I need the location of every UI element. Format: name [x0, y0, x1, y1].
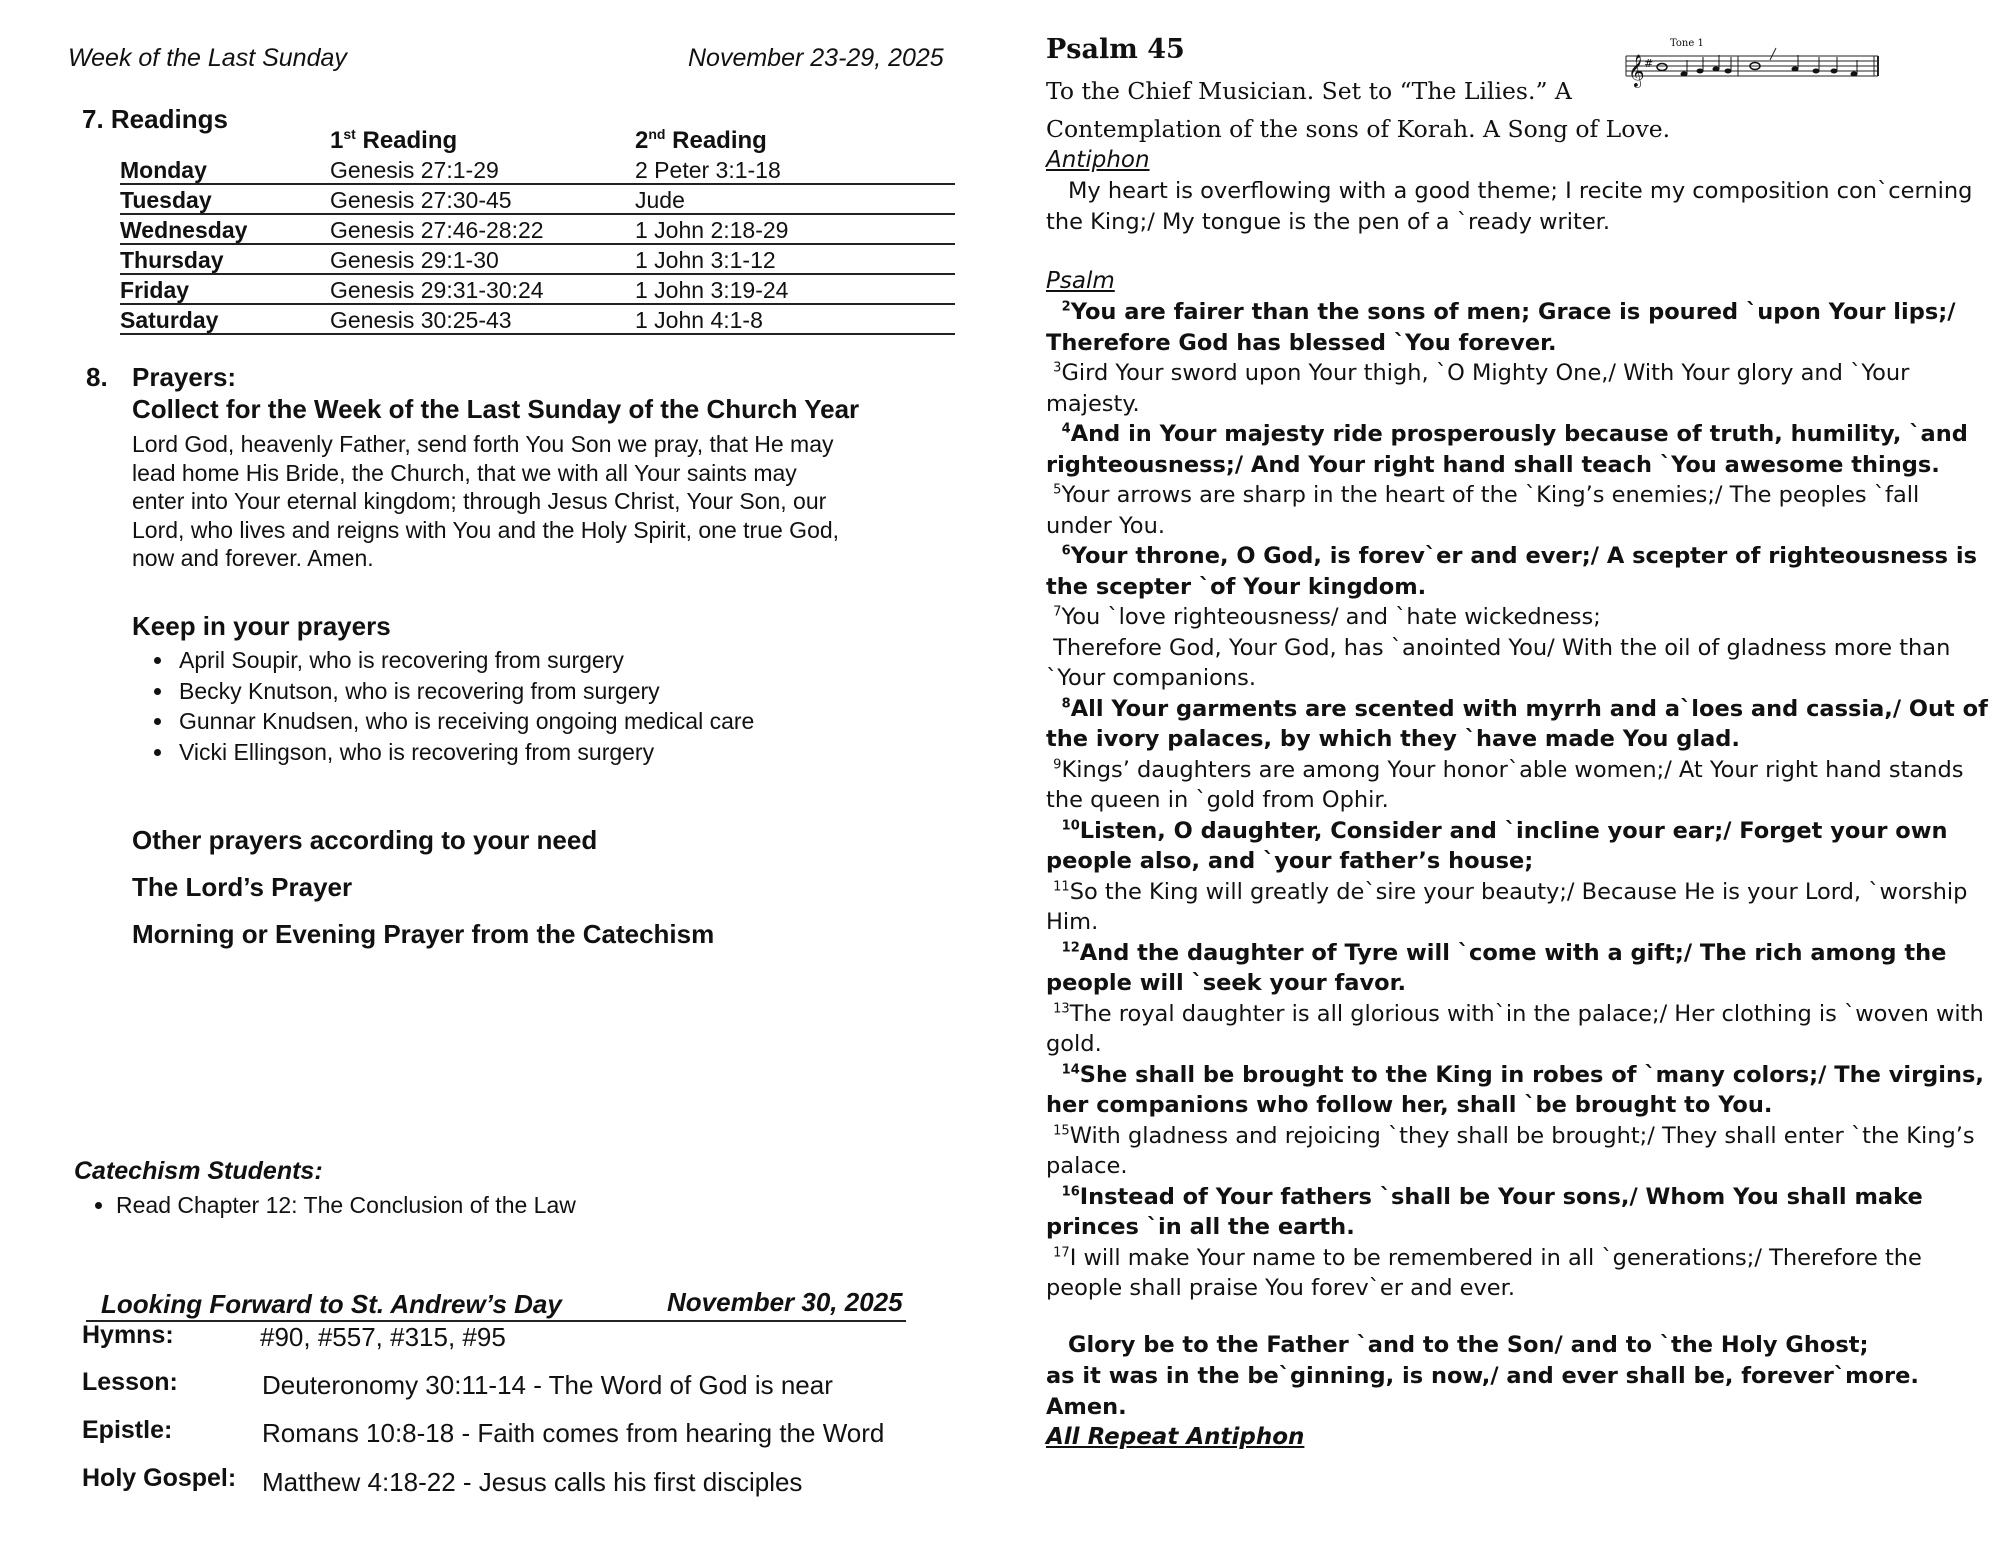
verse-text: Kings’ daughters are among Your honor`able women;/ At Your right hand stands the queen in `gold from Ophir. [1046, 756, 1964, 813]
verse-text: Your throne, O God, is forev`er and ever;/ A scepter of righteousness is the scepter `of Your kingdom. [1046, 543, 1978, 600]
antiphon-text: My heart is overflowing with a good theme; I recite my composition con`cerning the King;/ My tongue is the pen of a `ready writer. [1046, 178, 1973, 235]
psalm-verse [1046, 1243, 1991, 1304]
table-cell-first: Genesis 27:30-45 [330, 184, 635, 214]
psalm-verse [1046, 694, 1991, 755]
psalm-subtitle-line1: To the Chief Musician. Set to “The Lilies.” A [1046, 77, 1572, 105]
table-cell-second: 1 John 4:1-8 [635, 304, 955, 334]
verse-number: 8 [1061, 696, 1071, 711]
svg-text:#: # [1644, 57, 1654, 70]
psalm-verse [1046, 480, 1991, 541]
other-prayers: Other prayers according to your need [132, 825, 598, 855]
lesson-label: Lesson: [82, 1368, 178, 1396]
treble-clef-icon: 𝄞 [1628, 54, 1645, 87]
readings-title: 7. Readings [82, 104, 228, 134]
readings-header-row [120, 125, 955, 155]
lords-prayer: The Lord’s Prayer [132, 872, 353, 902]
verse-number: 14 [1061, 1062, 1080, 1077]
verse-number: 2 [1061, 299, 1071, 315]
holy-gospel-value: Matthew 4:18-22 - Jesus calls his first disciples [262, 1467, 803, 1497]
verse-text: Therefore God, Your God, has `anointed You/ With the oil of gladness more than `Your companions. [1046, 634, 1951, 691]
table-cell-second: Jude [635, 184, 955, 214]
gloria-patri [1046, 1330, 1991, 1423]
table-cell-day: Wednesday [120, 214, 330, 244]
readings-table [120, 125, 955, 335]
table-cell-day: Monday [120, 155, 330, 184]
verse-number: 17 [1053, 1245, 1070, 1260]
table-row [120, 274, 955, 304]
table-cell-first: Genesis 27:46-28:22 [330, 214, 635, 244]
hymns-label: Hymns: [82, 1321, 174, 1349]
verse-text: Your arrows are sharp in the heart of the `King’s enemies;/ The peoples `fall under You. [1046, 482, 1920, 539]
verse-text: So the King will greatly de`sire your beauty;/ Because He is your Lord, `worship Him. [1046, 878, 1968, 935]
tone-label: Tone 1 [1670, 38, 1704, 49]
gloria-line2: as it was in the be`ginning, is now,/ and ever shall be, forever`more. Amen. [1046, 1363, 1919, 1420]
psalm-verse [1046, 816, 1991, 877]
psalm-verse [1046, 419, 1991, 480]
table-row [120, 184, 955, 214]
verse-text: The royal daughter is all glorious with`in the palace;/ Her clothing is `woven with gold. [1046, 1000, 1984, 1057]
verse-number: 10 [1061, 818, 1080, 833]
verse-number: 16 [1061, 1184, 1080, 1199]
psalm-verse [1046, 999, 1991, 1060]
table-cell-second: 2 Peter 3:1-18 [635, 155, 955, 184]
verse-text: She shall be brought to the King in robes of `many colors;/ The virgins, her companions who follow her, shall `be brought to You. [1046, 1061, 1984, 1118]
prayer-list [145, 645, 754, 767]
psalm-verse [1046, 755, 1991, 816]
table-cell-day: Thursday [120, 244, 330, 274]
morning-evening-prayer: Morning or Evening Prayer from the Catechism [132, 919, 715, 949]
lesson-value: Deuteronomy 30:11-14 - The Word of God is near [262, 1370, 833, 1400]
list-item: • Vicki Ellingson, who is recovering from surgery [175, 737, 754, 768]
header-second-reading: 2nd Reading [635, 126, 767, 154]
psalm-verse [1046, 358, 1991, 419]
psalm-subtitle-line2: Contemplation of the sons of Korah. A Song of Love. [1046, 115, 1671, 143]
table-cell-second: 1 John 3:19-24 [635, 274, 955, 304]
looking-forward-date: November 30, 2025 [667, 1287, 903, 1317]
verse-number: 7 [1053, 604, 1062, 620]
verse-text: You are fairer than the sons of men; Grace is poured `upon Your lips;/ Therefore God has blessed `You forever. [1046, 299, 1956, 356]
table-cell-first: Genesis 29:31-30:24 [330, 274, 635, 304]
psalm-title: Psalm 45 [1046, 34, 1185, 65]
table-cell-first: Genesis 27:1-29 [330, 155, 635, 184]
verse-number: 11 [1053, 879, 1070, 894]
verse-text: And the daughter of Tyre will `come with a gift;/ The rich among the people will `seek your favor. [1046, 939, 1947, 996]
list-item: • Read Chapter 12: The Conclusion of the Law [116, 1192, 576, 1219]
catechism-title: Catechism Students: [74, 1157, 323, 1185]
antiphon-label: Antiphon [1046, 147, 1150, 173]
verse-number: 15 [1053, 1123, 1070, 1138]
psalm-verse [1046, 1121, 1991, 1182]
collect-text: Lord God, heavenly Father, send forth You Son we pray, that He may lead home His Bride, the Church, that we with all Your saints may enter into Your eternal kingdom; through Jesus Christ, Your Son, our Lord, who lives and reigns with You and the Holy Spirit, one true God, now and forever. Amen. [132, 431, 840, 571]
psalm-verse [1046, 1182, 1991, 1243]
verse-text: You `love righteousness/ and `hate wickedness; [1061, 604, 1601, 630]
header-first-reading: 1st Reading [330, 126, 458, 154]
psalm-verse [1046, 633, 1991, 694]
table-row [120, 155, 955, 184]
table-row [120, 304, 955, 334]
table-cell-second: 1 John 2:18-29 [635, 214, 955, 244]
verse-text: Instead of Your fathers `shall be Your sons,/ Whom You shall make princes `in all the earth. [1046, 1183, 1923, 1240]
table-cell-first: Genesis 30:25-43 [330, 304, 635, 334]
psalm-verse [1046, 877, 1991, 938]
verse-number: 3 [1053, 360, 1062, 376]
page-header-date: November 23-29, 2025 [688, 44, 944, 72]
verse-text: All Your garments are scented with myrrh and a`loes and cassia,/ Out of the ivory palaces, by which they `have made You glad. [1046, 695, 1988, 752]
verse-text: With gladness and rejoicing `they shall be brought;/ They shall enter `the King’s palace. [1046, 1122, 1975, 1179]
psalm-verse [1046, 297, 1991, 358]
table-cell-day: Friday [120, 274, 330, 304]
gloria-line1: Glory be to the Father `and to the Son/ and to `the Holy Ghost; [1068, 1332, 1869, 1358]
hymns-value: #90, #557, #315, #95 [260, 1322, 506, 1352]
table-cell-second: 1 John 3:1-12 [635, 244, 955, 274]
verse-number: 5 [1053, 482, 1062, 498]
prayers-number: 8. [86, 362, 108, 392]
list-item: • Becky Knutson, who is recovering from surgery [175, 676, 754, 707]
verse-number: 12 [1061, 940, 1080, 955]
table-cell-day: Saturday [120, 304, 330, 334]
table-cell-first: Genesis 29:1-30 [330, 244, 635, 274]
list-item: • Gunnar Knudsen, who is receiving ongoing medical care [175, 706, 754, 737]
verse-text: I will make Your name to be remembered in all `generations;/ Therefore the people shall praise You forev`er and ever. [1046, 1244, 1922, 1301]
psalm-verse [1046, 541, 1991, 602]
looking-forward-title: Looking Forward to St. Andrew’s Day [101, 1289, 562, 1319]
verse-number: 13 [1053, 1001, 1070, 1016]
epistle-value: Romans 10:8-18 - Faith comes from hearing the Word [262, 1418, 885, 1448]
psalm-verses [1046, 297, 1991, 1304]
holy-gospel-label: Holy Gospel: [82, 1464, 237, 1492]
prayers-title: Prayers: [132, 362, 237, 392]
collect-title: Collect for the Week of the Last Sunday of the Church Year [132, 394, 860, 424]
list-item: • April Soupir, who is recovering from surgery [175, 645, 754, 676]
page-header-left: Week of the Last Sunday [68, 44, 347, 72]
tone-music-staff [1620, 34, 1882, 92]
verse-number: 6 [1061, 543, 1071, 559]
verse-text: Listen, O daughter, Consider and `incline your ear;/ Forget your own people also, and `your father’s house; [1046, 817, 1948, 874]
verse-number: 4 [1061, 421, 1071, 437]
verse-text: And in Your majesty ride prosperously because of truth, humility, `and righteousness;/ And Your right hand shall teach `You awesome things. [1046, 421, 1968, 478]
table-row [120, 214, 955, 244]
catechism-list [88, 1192, 576, 1219]
keep-in-prayers-title: Keep in your prayers [132, 611, 391, 641]
table-row [120, 244, 955, 274]
psalm-verse [1046, 1060, 1991, 1121]
epistle-label: Epistle: [82, 1416, 173, 1444]
verse-text: Gird Your sword upon Your thigh, `O Mighty One,/ With Your glory and `Your majesty. [1046, 360, 1910, 417]
table-cell-day: Tuesday [120, 184, 330, 214]
psalm-verse [1046, 602, 1991, 633]
psalm-label: Psalm [1046, 268, 1115, 294]
verse-number: 9 [1053, 757, 1062, 772]
header-day [120, 125, 330, 155]
repeat-antiphon: All Repeat Antiphon [1046, 1424, 1305, 1450]
psalm-verse [1046, 938, 1991, 999]
